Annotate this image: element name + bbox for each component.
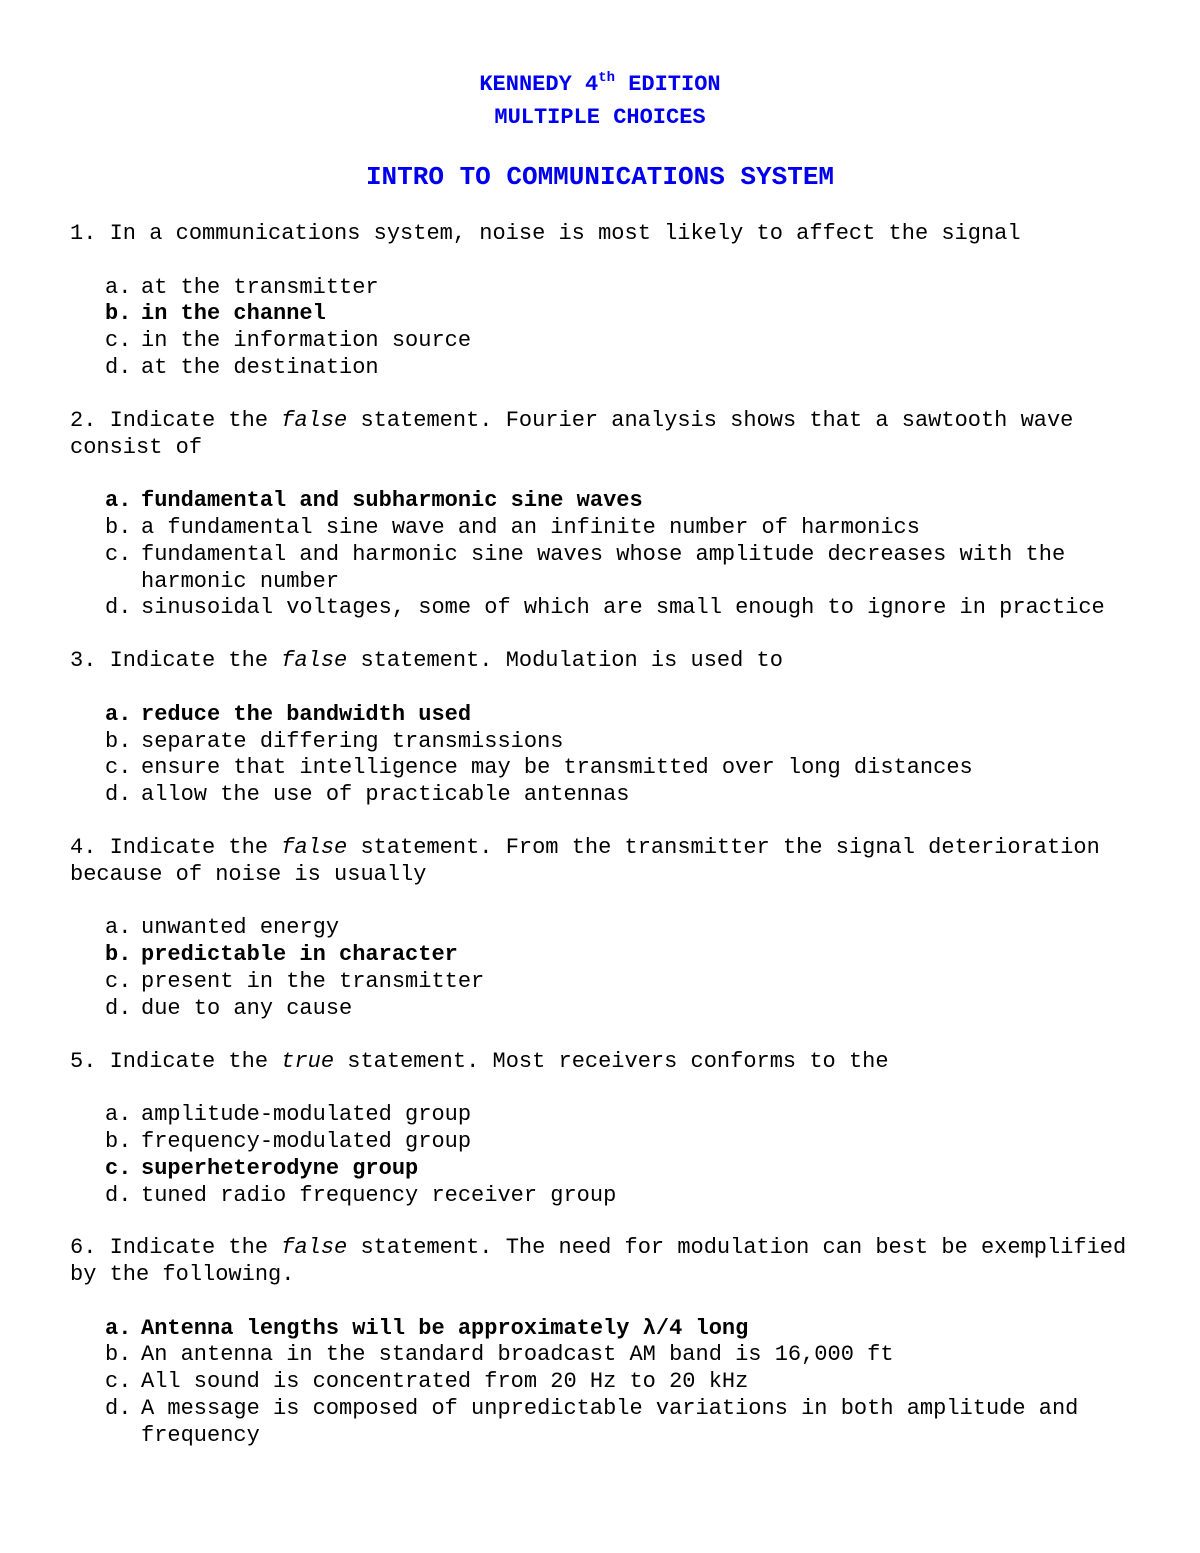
choice (70, 328, 1130, 355)
choice (70, 782, 1130, 809)
choice-text: ensure that intelligence may be transmitted over long distances (141, 755, 973, 781)
choice-letter: b. (105, 1128, 132, 1154)
question-number: 1. (70, 221, 97, 246)
choice (70, 542, 1130, 596)
question-stem (70, 1235, 1130, 1289)
question-text-continued: statement. Fourier analysis shows that a sawtooth wave consist of (70, 407, 1074, 460)
question-emphasis: false (281, 407, 348, 433)
choice (70, 755, 1130, 782)
question-number: 2. (70, 407, 97, 433)
choice-text: unwanted energy (141, 915, 340, 941)
choice-letter: a. (105, 1102, 132, 1128)
choice (70, 515, 1130, 542)
choice-letter: d. (105, 1182, 132, 1208)
choice-letter: a. (105, 915, 132, 941)
choice-list (70, 275, 1130, 382)
choice-text: allow the use of practicable antennas (141, 782, 630, 808)
choice-letter: c. (105, 1369, 132, 1395)
choice (70, 969, 1130, 996)
choice-text: a fundamental sine wave and an infinite number of harmonics (141, 514, 920, 540)
choice-letter: c. (105, 755, 132, 781)
choice-letter: b. (105, 301, 132, 327)
choice-text: superheterodyne group (141, 1155, 419, 1181)
question-text-continued: statement. Modulation is used to (360, 648, 783, 674)
choice (70, 915, 1130, 942)
question-2 (70, 408, 1130, 622)
choice-letter: b. (105, 728, 132, 754)
choice-text: A message is composed of unpredictable variations in both amplitude and frequency (141, 1396, 1079, 1448)
choice-letter: d. (105, 782, 132, 808)
choice-list (70, 1102, 1130, 1209)
question-1 (70, 221, 1130, 382)
choice (70, 355, 1130, 382)
choice-list (70, 488, 1130, 622)
choice (70, 1129, 1130, 1156)
choice-correct (70, 1316, 1130, 1343)
choice-letter: b. (105, 942, 132, 968)
subtitle-heading: MULTIPLE CHOICES (494, 105, 706, 130)
choice-text: Antenna lengths will be approximately λ/4 long (141, 1315, 749, 1341)
choice-letter: c. (105, 968, 132, 994)
choice-text: present in the transmitter (141, 968, 485, 994)
page-title: INTRO TO COMMUNICATIONS SYSTEM (365, 162, 835, 192)
choice-text: reduce the bandwidth used (141, 701, 472, 727)
choice-letter: c. (105, 1155, 132, 1181)
choice-letter: d. (105, 595, 132, 621)
question-text-continued: statement. Most receivers conforms to the (347, 1048, 889, 1074)
choice-text: in the information source (141, 328, 472, 354)
choice-text: due to any cause (141, 995, 353, 1021)
choice-letter: c. (105, 541, 132, 567)
question-text: Indicate the (109, 407, 269, 433)
question-text: Indicate the (109, 1048, 269, 1074)
choice (70, 1369, 1130, 1396)
choice-text: sinusoidal voltages, some of which are small enough to ignore in practice (141, 595, 1105, 621)
choice-letter: d. (105, 995, 132, 1021)
choice-correct (70, 301, 1130, 328)
choice-text: An antenna in the standard broadcast AM band is 16,000 ft (141, 1342, 894, 1368)
choice-letter: a. (105, 1315, 132, 1341)
choice-list (70, 1316, 1130, 1450)
choice-letter: d. (105, 354, 132, 380)
choice-text: amplitude-modulated group (141, 1102, 472, 1128)
question-text: Indicate the (109, 648, 269, 674)
question-text: In a communications system, noise is most likely to affect the signal (109, 221, 1021, 246)
question-number: 6. (70, 1235, 97, 1261)
choice (70, 1396, 1130, 1450)
edition-heading-prefix: KENNEDY 4 (479, 72, 599, 97)
choice (70, 1102, 1130, 1129)
question-text-continued: statement. The need for modulation can best be exemplified by the following. (70, 1235, 1127, 1288)
choice (70, 595, 1130, 622)
choice-correct (70, 1156, 1130, 1183)
question-emphasis: false (281, 1235, 348, 1261)
choice-letter: b. (105, 1342, 132, 1368)
question-5 (70, 1049, 1130, 1210)
choice-list (70, 702, 1130, 809)
choice (70, 1183, 1130, 1210)
choice-list (70, 915, 1130, 1022)
edition-heading-superscript: th (598, 70, 615, 86)
question-emphasis: true (281, 1048, 335, 1074)
question-emphasis: false (281, 834, 348, 860)
choice-text: predictable in character (141, 942, 458, 968)
question-number: 4. (70, 834, 97, 860)
question-stem (70, 1049, 1130, 1076)
choice-letter: c. (105, 328, 132, 354)
question-number: 5. (70, 1048, 97, 1074)
question-3 (70, 648, 1130, 809)
question-text: Indicate the (109, 834, 269, 860)
choice-letter: d. (105, 1396, 132, 1422)
question-4 (70, 835, 1130, 1023)
edition-heading-suffix: EDITION (615, 72, 721, 97)
choice-correct (70, 702, 1130, 729)
choice-text: at the destination (141, 354, 379, 380)
choice-text: fundamental and harmonic sine waves whose amplitude decreases with the harmonic number (141, 541, 1066, 594)
question-stem (70, 221, 1130, 248)
question-6 (70, 1235, 1130, 1449)
choice-text: separate differing transmissions (141, 728, 564, 754)
choice-text: fundamental and subharmonic sine waves (141, 488, 643, 514)
choice-text: in the channel (141, 301, 326, 327)
choice-letter: b. (105, 514, 132, 540)
question-text-continued: statement. From the transmitter the signal deterioration because of noise is usually (70, 834, 1100, 887)
question-emphasis: false (281, 648, 348, 674)
choice (70, 275, 1130, 302)
choice (70, 996, 1130, 1023)
question-list (70, 221, 1130, 1476)
choice (70, 1342, 1130, 1369)
choice (70, 729, 1130, 756)
choice-letter: a. (105, 488, 132, 514)
choice-correct (70, 488, 1130, 515)
choice-text: All sound is concentrated from 20 Hz to 20 kHz (141, 1369, 749, 1395)
question-stem (70, 648, 1130, 675)
choice-text: at the transmitter (141, 274, 379, 300)
choice-text: frequency-modulated group (141, 1128, 472, 1154)
choice-correct (70, 942, 1130, 969)
question-text: Indicate the (109, 1235, 269, 1261)
choice-letter: a. (105, 701, 132, 727)
question-stem (70, 408, 1130, 462)
edition-heading (0, 70, 1200, 100)
question-stem (70, 835, 1130, 889)
question-number: 3. (70, 648, 97, 674)
choice-text: tuned radio frequency receiver group (141, 1182, 617, 1208)
choice-letter: a. (105, 274, 132, 300)
